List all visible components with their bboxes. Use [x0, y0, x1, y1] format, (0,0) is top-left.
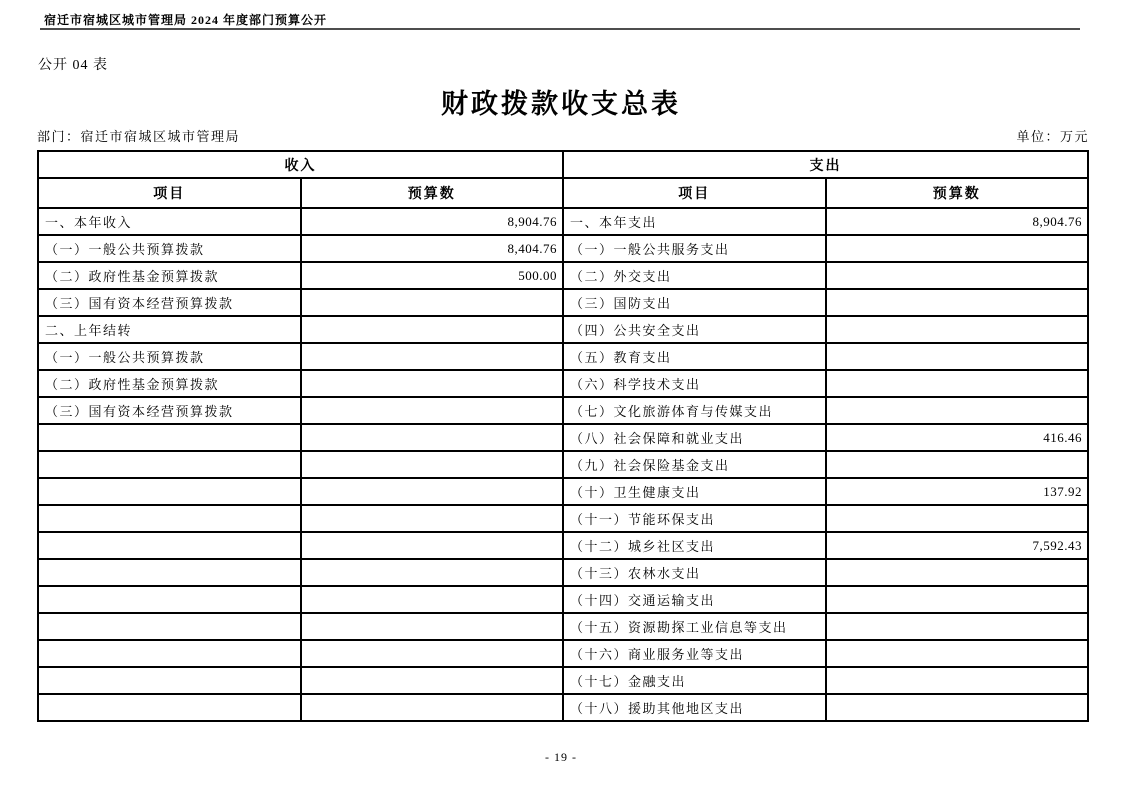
page-number: - 19 - — [545, 750, 577, 764]
expense-item-cell: （二）外交支出 — [563, 262, 826, 289]
expense-budget-cell: 7,592.43 — [826, 532, 1089, 559]
income-budget-cell — [301, 640, 564, 667]
table-row — [38, 397, 1088, 424]
income-budget-cell — [301, 613, 564, 640]
income-item-cell — [38, 694, 301, 721]
expense-budget-cell — [826, 289, 1089, 316]
budget-summary-table — [37, 150, 1089, 722]
income-item-cell: （二）政府性基金预算拨款 — [38, 262, 301, 289]
expense-budget-cell — [826, 640, 1089, 667]
expense-item-cell: （十六）商业服务业等支出 — [563, 640, 826, 667]
form-number-label: 公开 04 表 — [38, 58, 108, 73]
meta-row — [37, 126, 1089, 145]
expense-budget-cell — [826, 505, 1089, 532]
income-budget-cell — [301, 397, 564, 424]
header-rule-divider — [40, 28, 1080, 30]
table-row — [38, 289, 1088, 316]
expense-item-cell: （十八）援助其他地区支出 — [563, 694, 826, 721]
expense-budget-cell — [826, 397, 1089, 424]
unit-label: 单位：万元 — [1016, 129, 1089, 144]
income-item-cell — [38, 532, 301, 559]
table-row — [38, 694, 1088, 721]
expense-item-cell: （三）国防支出 — [563, 289, 826, 316]
table-row — [38, 316, 1088, 343]
expense-item-cell: （四）公共安全支出 — [563, 316, 826, 343]
table-row — [38, 370, 1088, 397]
expense-item-cell: （九）社会保险基金支出 — [563, 451, 826, 478]
income-budget-cell — [301, 478, 564, 505]
table-row — [38, 559, 1088, 586]
income-item-cell: （二）政府性基金预算拨款 — [38, 370, 301, 397]
expense-item-column-header: 项目 — [563, 178, 826, 208]
expense-item-cell: （十一）节能环保支出 — [563, 505, 826, 532]
expense-item-cell: （五）教育支出 — [563, 343, 826, 370]
income-item-cell: （一）一般公共预算拨款 — [38, 343, 301, 370]
expense-item-cell: （十五）资源勘探工业信息等支出 — [563, 613, 826, 640]
income-budget-cell — [301, 532, 564, 559]
income-item-cell: （三）国有资本经营预算拨款 — [38, 397, 301, 424]
table-row — [38, 640, 1088, 667]
income-budget-cell: 8,404.76 — [301, 235, 564, 262]
expense-budget-cell — [826, 451, 1089, 478]
page-title: 财政拨款收支总表 — [441, 89, 681, 119]
income-budget-cell — [301, 586, 564, 613]
expense-budget-cell: 137.92 — [826, 478, 1089, 505]
income-item-cell — [38, 640, 301, 667]
expense-item-cell: （十四）交通运输支出 — [563, 586, 826, 613]
table-row — [38, 343, 1088, 370]
income-item-cell — [38, 451, 301, 478]
expense-budget-cell: 8,904.76 — [826, 208, 1089, 235]
income-section-header: 收入 — [38, 151, 563, 178]
expense-item-cell: （八）社会保障和就业支出 — [563, 424, 826, 451]
income-item-cell — [38, 586, 301, 613]
income-item-cell — [38, 505, 301, 532]
table-row — [38, 532, 1088, 559]
table-row — [38, 424, 1088, 451]
table-row — [38, 613, 1088, 640]
expense-budget-cell — [826, 262, 1089, 289]
expense-item-cell: （一）一般公共服务支出 — [563, 235, 826, 262]
income-budget-cell — [301, 559, 564, 586]
expense-budget-cell — [826, 370, 1089, 397]
column-header-row — [38, 178, 1088, 208]
expense-item-cell: （七）文化旅游体育与传媒支出 — [563, 397, 826, 424]
income-item-cell: （三）国有资本经营预算拨款 — [38, 289, 301, 316]
income-budget-cell — [301, 667, 564, 694]
income-item-cell — [38, 613, 301, 640]
expense-budget-cell — [826, 613, 1089, 640]
table-row — [38, 586, 1088, 613]
income-budget-cell — [301, 424, 564, 451]
income-budget-cell — [301, 343, 564, 370]
income-item-cell — [38, 478, 301, 505]
section-header-row — [38, 151, 1088, 178]
expense-section-header: 支出 — [563, 151, 1088, 178]
expense-budget-cell — [826, 586, 1089, 613]
table-row — [38, 451, 1088, 478]
expense-budget-cell — [826, 694, 1089, 721]
expense-item-cell: （六）科学技术支出 — [563, 370, 826, 397]
income-item-cell — [38, 424, 301, 451]
expense-budget-column-header: 预算数 — [826, 178, 1089, 208]
department-label: 部门：宿迁市宿城区城市管理局 — [37, 129, 241, 144]
expense-item-cell: （十三）农林水支出 — [563, 559, 826, 586]
income-budget-cell — [301, 370, 564, 397]
income-budget-cell — [301, 694, 564, 721]
expense-budget-cell — [826, 235, 1089, 262]
income-budget-cell: 500.00 — [301, 262, 564, 289]
table-row — [38, 505, 1088, 532]
table-row — [38, 262, 1088, 289]
income-item-cell: 二、上年结转 — [38, 316, 301, 343]
expense-item-cell: （十二）城乡社区支出 — [563, 532, 826, 559]
expense-budget-cell — [826, 316, 1089, 343]
income-budget-column-header: 预算数 — [301, 178, 564, 208]
table-row — [38, 667, 1088, 694]
expense-budget-cell — [826, 667, 1089, 694]
table-row — [38, 235, 1088, 262]
income-item-column-header: 项目 — [38, 178, 301, 208]
expense-item-cell: 一、本年支出 — [563, 208, 826, 235]
income-item-cell — [38, 559, 301, 586]
income-budget-cell: 8,904.76 — [301, 208, 564, 235]
expense-item-cell: （十）卫生健康支出 — [563, 478, 826, 505]
income-budget-cell — [301, 289, 564, 316]
expense-budget-cell: 416.46 — [826, 424, 1089, 451]
expense-budget-cell — [826, 343, 1089, 370]
expense-item-cell: （十七）金融支出 — [563, 667, 826, 694]
income-item-cell — [38, 667, 301, 694]
income-budget-cell — [301, 451, 564, 478]
income-item-cell: （一）一般公共预算拨款 — [38, 235, 301, 262]
income-item-cell: 一、本年收入 — [38, 208, 301, 235]
table-body — [38, 208, 1088, 721]
income-budget-cell — [301, 505, 564, 532]
income-budget-cell — [301, 316, 564, 343]
table-row — [38, 478, 1088, 505]
expense-budget-cell — [826, 559, 1089, 586]
document-header: 宿迁市宿城区城市管理局 2024 年度部门预算公开 — [44, 13, 328, 27]
table-row — [38, 208, 1088, 235]
